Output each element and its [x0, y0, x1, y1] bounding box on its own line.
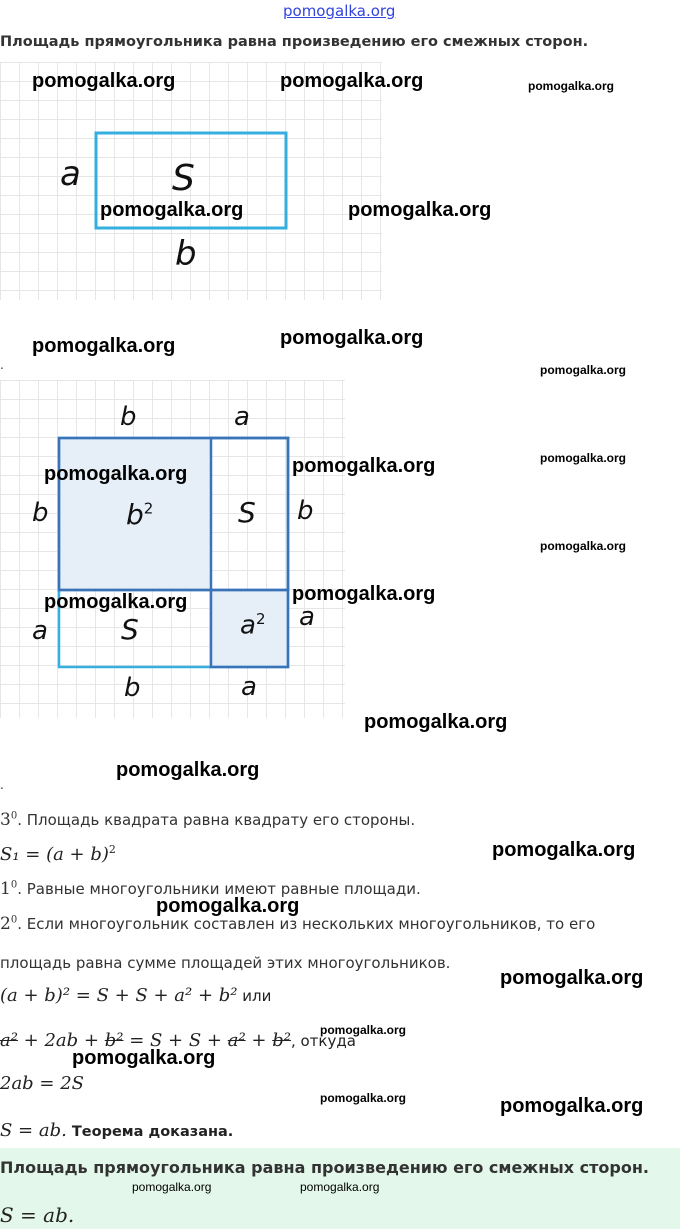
right-b-label: b — [297, 496, 314, 526]
watermark: pomogalka.org — [348, 199, 492, 221]
area-s-label: S — [172, 158, 195, 199]
equation-3: 2ab = 2S — [0, 1073, 85, 1094]
property-3: $3^0$. Площадь квадрата равна квадрату его стороны. — [0, 810, 416, 830]
a-squared-label: $a^2$ — [240, 610, 266, 641]
watermark: pomogalka.org — [44, 591, 188, 613]
theorem-formula: S = ab. — [0, 1203, 75, 1227]
property-2-continued: площадь равна сумме площадей этих многоугольников. — [0, 954, 451, 972]
bottom-a-label: a — [241, 672, 257, 702]
rectangle-figure — [0, 62, 382, 300]
watermark: pomogalka.org — [280, 70, 424, 92]
watermark: pomogalka.org — [364, 711, 508, 733]
side-a-label: a — [60, 154, 81, 194]
square-figure — [0, 380, 345, 718]
s-bottom-left-label: S — [121, 613, 139, 646]
b-squared-label: $b^2$ — [126, 498, 154, 531]
bottom-b-label: b — [124, 673, 141, 703]
formula-s1: $S_1 = (a + b)^2$ — [0, 843, 116, 865]
watermark: pomogalka.org — [292, 455, 436, 477]
right-a-label: a — [299, 602, 315, 632]
equation-1: (a + b)² = S + S + a² + b² или — [0, 985, 272, 1006]
property-1: $1^0$. Равные многоугольники имеют равные площади. — [0, 879, 421, 899]
site-link[interactable]: pomogalka.org — [283, 2, 396, 20]
watermark: pomogalka.org — [72, 1047, 216, 1069]
watermark: pomogalka.org — [100, 199, 244, 221]
page-heading: Площадь прямоугольника равна произведению его смежных сторон. — [0, 34, 589, 50]
watermark: pomogalka.org — [156, 895, 300, 917]
watermark: pomogalka.org — [320, 1023, 407, 1037]
watermark: pomogalka.org — [528, 79, 615, 93]
watermark: pomogalka.org — [32, 70, 176, 92]
watermark: pomogalka.org — [116, 759, 260, 781]
watermark: pomogalka.org — [292, 583, 436, 605]
watermark: pomogalka.org — [500, 1095, 644, 1117]
theorem-statement: Площадь прямоугольника равна произведению его смежных сторон. — [0, 1158, 649, 1177]
watermark: pomogalka.org — [540, 539, 627, 553]
watermark: pomogalka.org — [540, 363, 627, 377]
property-2: $2^0$. Если многоугольник составлен из нескольких многоугольников, то его — [0, 914, 596, 934]
top-a-label: a — [234, 402, 250, 432]
left-a-label: a — [32, 616, 48, 646]
equation-4: S = ab. Теорема доказана. — [0, 1120, 234, 1141]
watermark: pomogalka.org — [540, 451, 627, 465]
watermark: pomogalka.org — [300, 1180, 380, 1194]
top-b-label: b — [120, 402, 137, 432]
watermark: pomogalka.org — [280, 327, 424, 349]
watermark: pomogalka.org — [320, 1091, 407, 1105]
s-top-right-label: S — [238, 496, 256, 529]
side-b-label: b — [175, 234, 197, 274]
separator-dot-2: . — [0, 778, 4, 792]
watermark: pomogalka.org — [44, 463, 188, 485]
watermark: pomogalka.org — [32, 335, 176, 357]
left-b-label: b — [32, 498, 49, 528]
separator-dot: . — [0, 358, 4, 372]
equation-2: a² + 2ab + b² = S + S + a² + b², откуда — [0, 1030, 356, 1051]
square-diagram — [0, 380, 345, 718]
watermark: pomogalka.org — [132, 1180, 212, 1194]
watermark: pomogalka.org — [492, 839, 636, 861]
watermark: pomogalka.org — [500, 967, 644, 989]
